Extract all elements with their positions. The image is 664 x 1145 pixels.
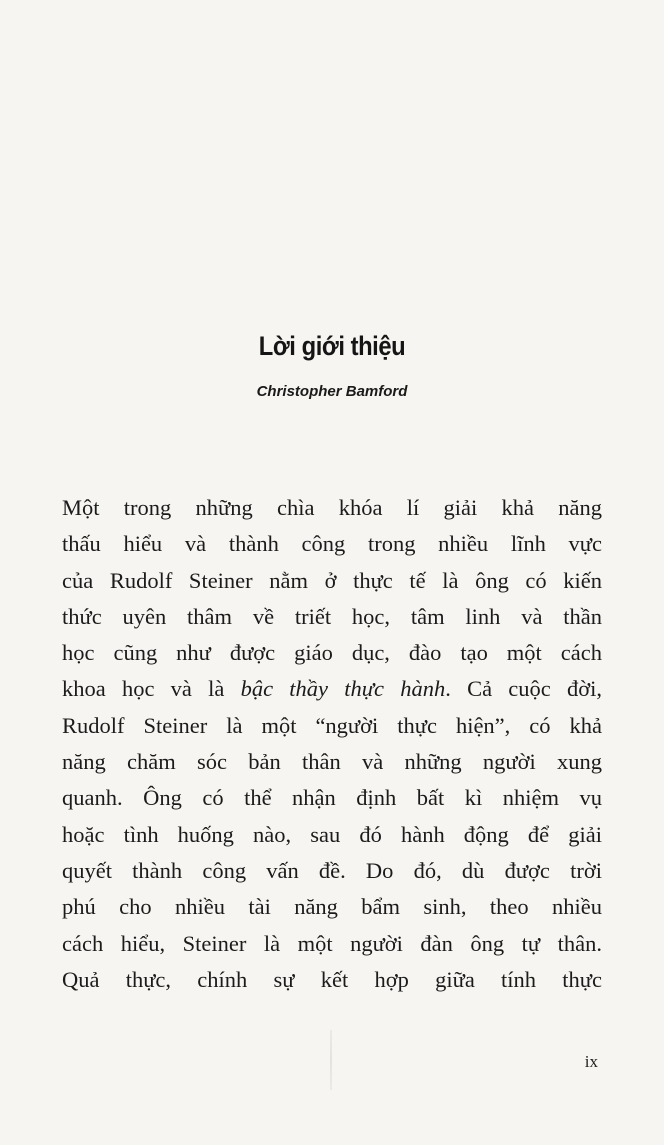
- emphasis-text: bậc thầy thực hành: [240, 676, 446, 702]
- page-fold-shadow: [330, 1030, 332, 1090]
- body-line: phú cho nhiều tài năng bẩm sinh, theo nhiều: [62, 894, 602, 920]
- body-line: Rudolf Steiner là một “người thực hiện”, có khả: [62, 712, 602, 738]
- body-line: cách hiểu, Steiner là một người đàn ông tự thân.: [62, 930, 602, 956]
- chapter-title: Lời giới thiệu: [258, 331, 406, 362]
- page-number: ix: [584, 1052, 598, 1071]
- body-line-with-emphasis: [62, 671, 602, 707]
- body-paragraph: [62, 490, 602, 998]
- body-line: năng chăm sóc bản thân và những người xung: [62, 749, 602, 775]
- body-line: thấu hiểu và thành công trong nhiều lĩnh vực: [62, 531, 602, 557]
- author-name: Christopher Bamford: [256, 383, 408, 400]
- body-line: quyết thành công vấn đề. Do đó, dù được trời: [62, 857, 602, 883]
- body-line: Một trong những chìa khóa lí giải khả năng: [62, 495, 602, 520]
- body-line: thức uyên thâm về triết học, tâm linh và thần: [62, 603, 602, 629]
- body-line: hoặc tình huống nào, sau đó hành động để giải: [62, 821, 602, 847]
- body-line: của Rudolf Steiner nằm ở thực tế là ông có kiến: [62, 567, 602, 593]
- body-line: học cũng như được giáo dục, đào tạo một cách: [62, 640, 602, 666]
- body-line-segment: . Cả cuộc đời,: [445, 676, 602, 702]
- body-line: quanh. Ông có thể nhận định bất kì nhiệm vụ: [62, 785, 602, 811]
- body-line: Quả thực, chính sự kết hợp giữa tính thực: [62, 966, 602, 992]
- body-line-segment: khoa học và là: [62, 676, 241, 702]
